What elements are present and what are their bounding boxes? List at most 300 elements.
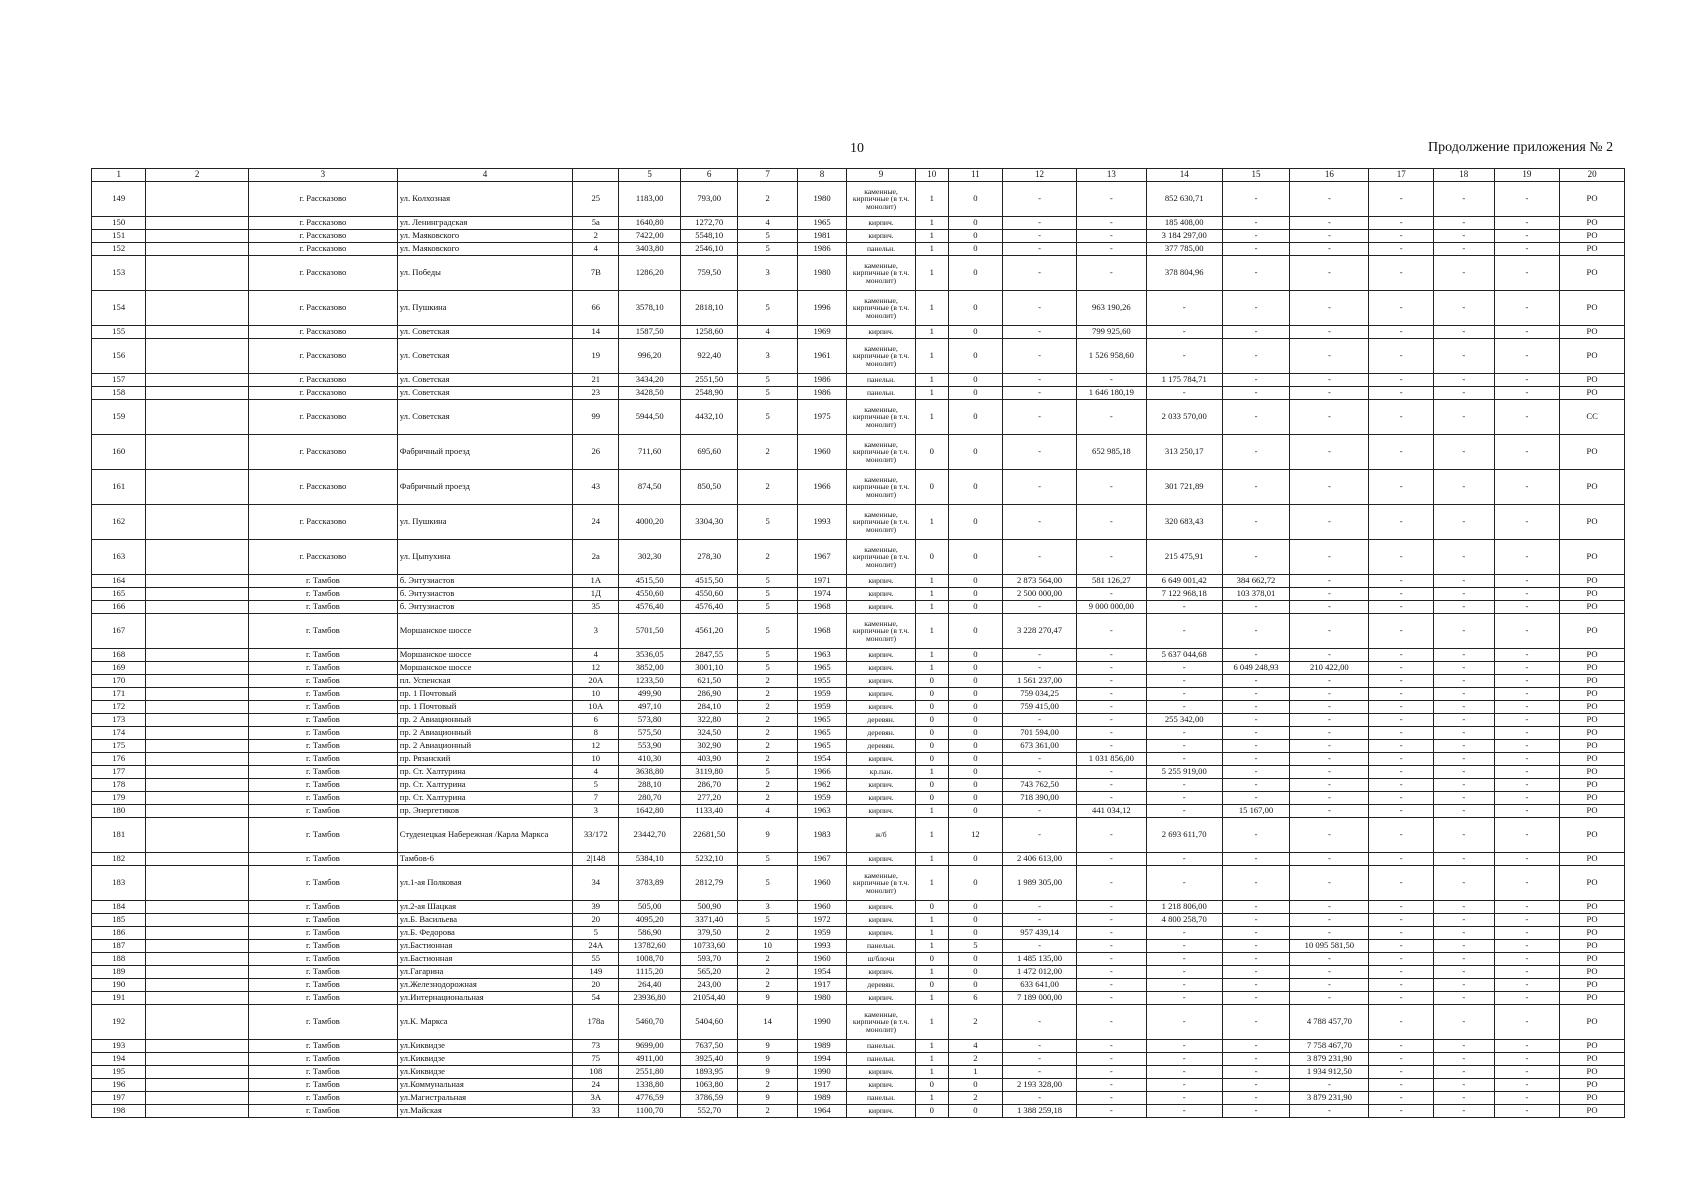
year-cell: 1960 — [797, 901, 846, 914]
total-area-cell: 1286,20 — [619, 256, 681, 291]
table-row — [92, 649, 1625, 662]
floors-cell: 2 — [738, 688, 798, 701]
year-cell: 1967 — [797, 853, 846, 866]
column-header: 1 — [92, 169, 146, 182]
value-cell: - — [1494, 540, 1560, 575]
empty-cell — [146, 470, 249, 505]
street-cell: ул. Советская — [397, 400, 572, 435]
amount-cell: - — [1146, 701, 1222, 714]
column-header: 12 — [1003, 169, 1077, 182]
row-number-cell: 183 — [92, 866, 146, 901]
category-cell: РО — [1560, 688, 1625, 701]
category-cell: РО — [1560, 339, 1625, 374]
floors-cell: 5 — [738, 853, 798, 866]
table-row — [92, 901, 1625, 914]
year-cell: 1959 — [797, 927, 846, 940]
value-cell: 1 — [915, 649, 948, 662]
value-cell: 1 — [915, 662, 948, 675]
floors-cell: 5 — [738, 387, 798, 400]
wall-material-cell: панельн. — [847, 1092, 916, 1105]
value-cell: - — [1369, 714, 1434, 727]
wall-material-cell: кирпич. — [847, 688, 916, 701]
living-area-cell: 7637,50 — [680, 1040, 737, 1053]
house-number-cell: 34 — [573, 866, 619, 901]
house-number-cell: 4 — [573, 243, 619, 256]
street-cell: б. Энтузиастов — [397, 575, 572, 588]
amount-cell: - — [1222, 1079, 1290, 1092]
city-cell: г. Рассказово — [248, 326, 397, 339]
amount-cell: - — [1146, 866, 1222, 901]
year-cell: 1917 — [797, 1079, 846, 1092]
house-number-cell: 33 — [573, 1105, 619, 1118]
amount-cell: - — [1076, 662, 1146, 675]
wall-material-cell: деревян. — [847, 979, 916, 992]
amount-cell: - — [1222, 649, 1290, 662]
amount-cell: - — [1290, 914, 1369, 927]
value-cell: - — [1369, 927, 1434, 940]
amount-cell: - — [1003, 1066, 1077, 1079]
house-number-cell: 1А — [573, 575, 619, 588]
street-cell: пл. Успенская — [397, 675, 572, 688]
living-area-cell: 3371,40 — [680, 914, 737, 927]
year-cell: 1959 — [797, 688, 846, 701]
empty-cell — [146, 866, 249, 901]
house-number-cell: 99 — [573, 400, 619, 435]
amount-cell: - — [1003, 256, 1077, 291]
wall-material-cell: кирпич. — [847, 914, 916, 927]
value-cell: 0 — [915, 901, 948, 914]
amount-cell: - — [1222, 753, 1290, 766]
category-cell: РО — [1560, 927, 1625, 940]
value-cell: - — [1494, 182, 1560, 217]
amount-cell: - — [1076, 256, 1146, 291]
amount-cell: - — [1076, 927, 1146, 940]
amount-cell: - — [1222, 914, 1290, 927]
row-number-cell: 179 — [92, 792, 146, 805]
amount-cell: 384 662,72 — [1222, 575, 1290, 588]
amount-cell: 799 925,60 — [1076, 326, 1146, 339]
amount-cell: 3 228 270,47 — [1003, 614, 1077, 649]
table-row — [92, 339, 1625, 374]
amount-cell: - — [1222, 182, 1290, 217]
street-cell: ул. Маяковского — [397, 243, 572, 256]
amount-cell: - — [1290, 505, 1369, 540]
category-cell: РО — [1560, 470, 1625, 505]
value-cell: - — [1494, 588, 1560, 601]
value-cell: - — [1434, 182, 1495, 217]
total-area-cell: 573,80 — [619, 714, 681, 727]
amount-cell: - — [1003, 217, 1077, 230]
amount-cell: - — [1222, 1040, 1290, 1053]
amount-cell: - — [1146, 979, 1222, 992]
amount-cell: - — [1076, 792, 1146, 805]
value-cell: - — [1494, 966, 1560, 979]
empty-cell — [146, 326, 249, 339]
value-cell: - — [1494, 387, 1560, 400]
row-number-cell: 173 — [92, 714, 146, 727]
value-cell: 0 — [948, 435, 1002, 470]
category-cell: РО — [1560, 540, 1625, 575]
amount-cell: - — [1290, 688, 1369, 701]
total-area-cell: 5701,50 — [619, 614, 681, 649]
year-cell: 1963 — [797, 649, 846, 662]
value-cell: - — [1494, 614, 1560, 649]
wall-material-cell: кирпич. — [847, 326, 916, 339]
amount-cell: - — [1290, 614, 1369, 649]
amount-cell: 301 721,89 — [1146, 470, 1222, 505]
amount-cell: - — [1222, 1105, 1290, 1118]
table-row — [92, 688, 1625, 701]
category-cell: РО — [1560, 866, 1625, 901]
row-number-cell: 157 — [92, 374, 146, 387]
value-cell: - — [1494, 256, 1560, 291]
empty-cell — [146, 575, 249, 588]
house-number-cell: 3 — [573, 805, 619, 818]
city-cell: г. Рассказово — [248, 230, 397, 243]
amount-cell: - — [1003, 818, 1077, 853]
appendix-label: Продолжение приложения № 2 — [1428, 140, 1614, 155]
amount-cell: 320 683,43 — [1146, 505, 1222, 540]
floors-cell: 2 — [738, 966, 798, 979]
value-cell: 0 — [948, 805, 1002, 818]
total-area-cell: 2551,80 — [619, 1066, 681, 1079]
table-row — [92, 675, 1625, 688]
column-header: 18 — [1434, 169, 1495, 182]
empty-cell — [146, 614, 249, 649]
row-number-cell: 152 — [92, 243, 146, 256]
value-cell: 0 — [915, 1105, 948, 1118]
amount-cell: - — [1146, 326, 1222, 339]
category-cell: РО — [1560, 505, 1625, 540]
category-cell: РО — [1560, 1079, 1625, 1092]
amount-cell: - — [1003, 940, 1077, 953]
value-cell: 1 — [948, 1066, 1002, 1079]
floors-cell: 2 — [738, 470, 798, 505]
category-cell: РО — [1560, 256, 1625, 291]
amount-cell: - — [1076, 914, 1146, 927]
value-cell: - — [1434, 374, 1495, 387]
table-row — [92, 470, 1625, 505]
wall-material-cell: каменные, кирпичные (в т.ч. монолит) — [847, 256, 916, 291]
table-row — [92, 540, 1625, 575]
amount-cell: - — [1076, 818, 1146, 853]
total-area-cell: 3852,00 — [619, 662, 681, 675]
total-area-cell: 1008,70 — [619, 953, 681, 966]
amount-cell: 1 485 135,00 — [1003, 953, 1077, 966]
total-area-cell: 575,50 — [619, 727, 681, 740]
amount-cell: 3 879 231,90 — [1290, 1053, 1369, 1066]
wall-material-cell: каменные, кирпичные (в т.ч. монолит) — [847, 614, 916, 649]
table-row — [92, 1005, 1625, 1040]
city-cell: г. Тамбов — [248, 818, 397, 853]
year-cell: 1961 — [797, 339, 846, 374]
amount-cell: - — [1222, 766, 1290, 779]
amount-cell: - — [1076, 540, 1146, 575]
value-cell: - — [1369, 853, 1434, 866]
year-cell: 1981 — [797, 230, 846, 243]
table-row — [92, 400, 1625, 435]
amount-cell: - — [1076, 701, 1146, 714]
table-row — [92, 217, 1625, 230]
value-cell: - — [1494, 866, 1560, 901]
category-cell: РО — [1560, 953, 1625, 966]
house-number-cell: 33/172 — [573, 818, 619, 853]
row-number-cell: 194 — [92, 1053, 146, 1066]
amount-cell: - — [1003, 291, 1077, 326]
value-cell: 1 — [915, 601, 948, 614]
category-cell: РО — [1560, 662, 1625, 675]
value-cell: - — [1494, 675, 1560, 688]
value-cell: 0 — [948, 866, 1002, 901]
amount-cell: - — [1076, 866, 1146, 901]
value-cell: - — [1369, 435, 1434, 470]
amount-cell: - — [1146, 1066, 1222, 1079]
value-cell: - — [1494, 1092, 1560, 1105]
table-row — [92, 714, 1625, 727]
category-cell: РО — [1560, 901, 1625, 914]
value-cell: - — [1494, 853, 1560, 866]
house-number-cell: 8 — [573, 727, 619, 740]
total-area-cell: 4095,20 — [619, 914, 681, 927]
amount-cell: - — [1222, 1066, 1290, 1079]
street-cell: пр. Ст. Халтурина — [397, 792, 572, 805]
column-header: 6 — [680, 169, 737, 182]
living-area-cell: 793,00 — [680, 182, 737, 217]
category-cell: РО — [1560, 979, 1625, 992]
amount-cell: - — [1290, 966, 1369, 979]
amount-cell: - — [1003, 435, 1077, 470]
value-cell: - — [1369, 979, 1434, 992]
amount-cell: - — [1290, 182, 1369, 217]
table-row — [92, 866, 1625, 901]
row-number-cell: 160 — [92, 435, 146, 470]
amount-cell: - — [1290, 675, 1369, 688]
value-cell: - — [1494, 805, 1560, 818]
value-cell: 0 — [948, 1105, 1002, 1118]
amount-cell: - — [1222, 701, 1290, 714]
value-cell: - — [1369, 792, 1434, 805]
empty-cell — [146, 601, 249, 614]
value-cell: 1 — [915, 400, 948, 435]
value-cell: - — [1434, 400, 1495, 435]
row-number-cell: 151 — [92, 230, 146, 243]
row-number-cell: 164 — [92, 575, 146, 588]
living-area-cell: 278,30 — [680, 540, 737, 575]
amount-cell: - — [1222, 940, 1290, 953]
table-row — [92, 927, 1625, 940]
amount-cell: 4 800 258,70 — [1146, 914, 1222, 927]
value-cell: - — [1494, 979, 1560, 992]
street-cell: Фабричный проезд — [397, 435, 572, 470]
house-number-cell: 7В — [573, 256, 619, 291]
amount-cell: - — [1290, 714, 1369, 727]
value-cell: 0 — [948, 1079, 1002, 1092]
value-cell: - — [1369, 675, 1434, 688]
table-row — [92, 979, 1625, 992]
empty-cell — [146, 979, 249, 992]
value-cell: 0 — [948, 588, 1002, 601]
empty-cell — [146, 901, 249, 914]
wall-material-cell: кирпич. — [847, 1079, 916, 1092]
value-cell: 0 — [948, 688, 1002, 701]
total-area-cell: 553,90 — [619, 740, 681, 753]
value-cell: - — [1369, 339, 1434, 374]
street-cell: Студенецкая Набережная /Карла Маркса — [397, 818, 572, 853]
table-row — [92, 818, 1625, 853]
total-area-cell: 4576,40 — [619, 601, 681, 614]
value-cell: - — [1369, 1066, 1434, 1079]
amount-cell: 1 472 012,00 — [1003, 966, 1077, 979]
amount-cell: 1 175 784,71 — [1146, 374, 1222, 387]
amount-cell: - — [1003, 805, 1077, 818]
empty-cell — [146, 940, 249, 953]
amount-cell: - — [1076, 614, 1146, 649]
table-row — [92, 914, 1625, 927]
floors-cell: 2 — [738, 753, 798, 766]
empty-cell — [146, 740, 249, 753]
column-header: 4 — [397, 169, 572, 182]
value-cell: 0 — [948, 701, 1002, 714]
row-number-cell: 174 — [92, 727, 146, 740]
table-row — [92, 753, 1625, 766]
amount-cell: 7 758 467,70 — [1290, 1040, 1369, 1053]
amount-cell: - — [1222, 614, 1290, 649]
total-area-cell: 3403,80 — [619, 243, 681, 256]
value-cell: - — [1369, 614, 1434, 649]
amount-cell: - — [1222, 853, 1290, 866]
value-cell: - — [1434, 435, 1495, 470]
amount-cell: - — [1003, 766, 1077, 779]
value-cell: 1 — [915, 326, 948, 339]
amount-cell: - — [1222, 470, 1290, 505]
row-number-cell: 182 — [92, 853, 146, 866]
table-row — [92, 505, 1625, 540]
value-cell: - — [1369, 326, 1434, 339]
value-cell: 0 — [948, 387, 1002, 400]
category-cell: РО — [1560, 792, 1625, 805]
year-cell: 1954 — [797, 966, 846, 979]
city-cell: г. Тамбов — [248, 766, 397, 779]
empty-cell — [146, 339, 249, 374]
category-cell: РО — [1560, 387, 1625, 400]
category-cell: РО — [1560, 966, 1625, 979]
category-cell: РО — [1560, 766, 1625, 779]
wall-material-cell: каменные, кирпичные (в т.ч. монолит) — [847, 435, 916, 470]
city-cell: г. Тамбов — [248, 1105, 397, 1118]
living-area-cell: 10733,60 — [680, 940, 737, 953]
value-cell: - — [1434, 818, 1495, 853]
living-area-cell: 4515,50 — [680, 575, 737, 588]
house-number-cell: 23 — [573, 387, 619, 400]
empty-cell — [146, 766, 249, 779]
value-cell: - — [1494, 326, 1560, 339]
floors-cell: 2 — [738, 435, 798, 470]
amount-cell: - — [1222, 1053, 1290, 1066]
year-cell: 1993 — [797, 505, 846, 540]
value-cell: - — [1434, 614, 1495, 649]
empty-cell — [146, 805, 249, 818]
value-cell: 1 — [915, 818, 948, 853]
amount-cell: - — [1290, 217, 1369, 230]
row-number-cell: 162 — [92, 505, 146, 540]
total-area-cell: 4776,59 — [619, 1092, 681, 1105]
empty-cell — [146, 540, 249, 575]
amount-cell: - — [1290, 740, 1369, 753]
table-row — [92, 1079, 1625, 1092]
street-cell: пр. Рязанский — [397, 753, 572, 766]
living-area-cell: 3925,40 — [680, 1053, 737, 1066]
value-cell: 0 — [915, 792, 948, 805]
amount-cell: 963 190,26 — [1076, 291, 1146, 326]
amount-cell: - — [1146, 1053, 1222, 1066]
row-number-cell: 171 — [92, 688, 146, 701]
table-row — [92, 701, 1625, 714]
city-cell: г. Рассказово — [248, 217, 397, 230]
house-number-cell: 10А — [573, 701, 619, 714]
amount-cell: 185 408,00 — [1146, 217, 1222, 230]
table-row — [92, 805, 1625, 818]
street-cell: б. Энтузиастов — [397, 601, 572, 614]
street-cell: пр. Ст. Халтурина — [397, 779, 572, 792]
value-cell: - — [1369, 866, 1434, 901]
amount-cell: - — [1290, 818, 1369, 853]
city-cell: г. Тамбов — [248, 688, 397, 701]
wall-material-cell: кирпич. — [847, 217, 916, 230]
year-cell: 1975 — [797, 400, 846, 435]
value-cell: 1 — [915, 805, 948, 818]
category-cell: РО — [1560, 853, 1625, 866]
city-cell: г. Тамбов — [248, 1053, 397, 1066]
value-cell: 1 — [915, 914, 948, 927]
year-cell: 1954 — [797, 753, 846, 766]
category-cell: РО — [1560, 588, 1625, 601]
value-cell: - — [1369, 940, 1434, 953]
category-cell: РО — [1560, 614, 1625, 649]
value-cell: - — [1369, 914, 1434, 927]
empty-cell — [146, 792, 249, 805]
value-cell: - — [1494, 1053, 1560, 1066]
street-cell: б. Энтузиастов — [397, 588, 572, 601]
amount-cell: - — [1290, 374, 1369, 387]
amount-cell: 2 193 328,00 — [1003, 1079, 1077, 1092]
value-cell: 1 — [915, 1040, 948, 1053]
amount-cell: 852 630,71 — [1146, 182, 1222, 217]
amount-cell: 759 415,00 — [1003, 701, 1077, 714]
table-row — [92, 230, 1625, 243]
category-cell: РО — [1560, 818, 1625, 853]
total-area-cell: 1183,00 — [619, 182, 681, 217]
value-cell: 1 — [915, 182, 948, 217]
total-area-cell: 1338,80 — [619, 1079, 681, 1092]
table-row — [92, 727, 1625, 740]
value-cell: - — [1494, 470, 1560, 505]
street-cell: ул. Советская — [397, 339, 572, 374]
floors-cell: 2 — [738, 714, 798, 727]
row-number-cell: 155 — [92, 326, 146, 339]
value-cell: 1 — [915, 374, 948, 387]
value-cell: 0 — [948, 256, 1002, 291]
value-cell: 0 — [948, 649, 1002, 662]
floors-cell: 5 — [738, 575, 798, 588]
amount-cell: - — [1222, 601, 1290, 614]
amount-cell: - — [1146, 1079, 1222, 1092]
row-number-cell: 187 — [92, 940, 146, 953]
value-cell: - — [1494, 914, 1560, 927]
floors-cell: 4 — [738, 217, 798, 230]
table-row — [92, 1053, 1625, 1066]
floors-cell: 5 — [738, 291, 798, 326]
wall-material-cell: кирпич. — [847, 601, 916, 614]
